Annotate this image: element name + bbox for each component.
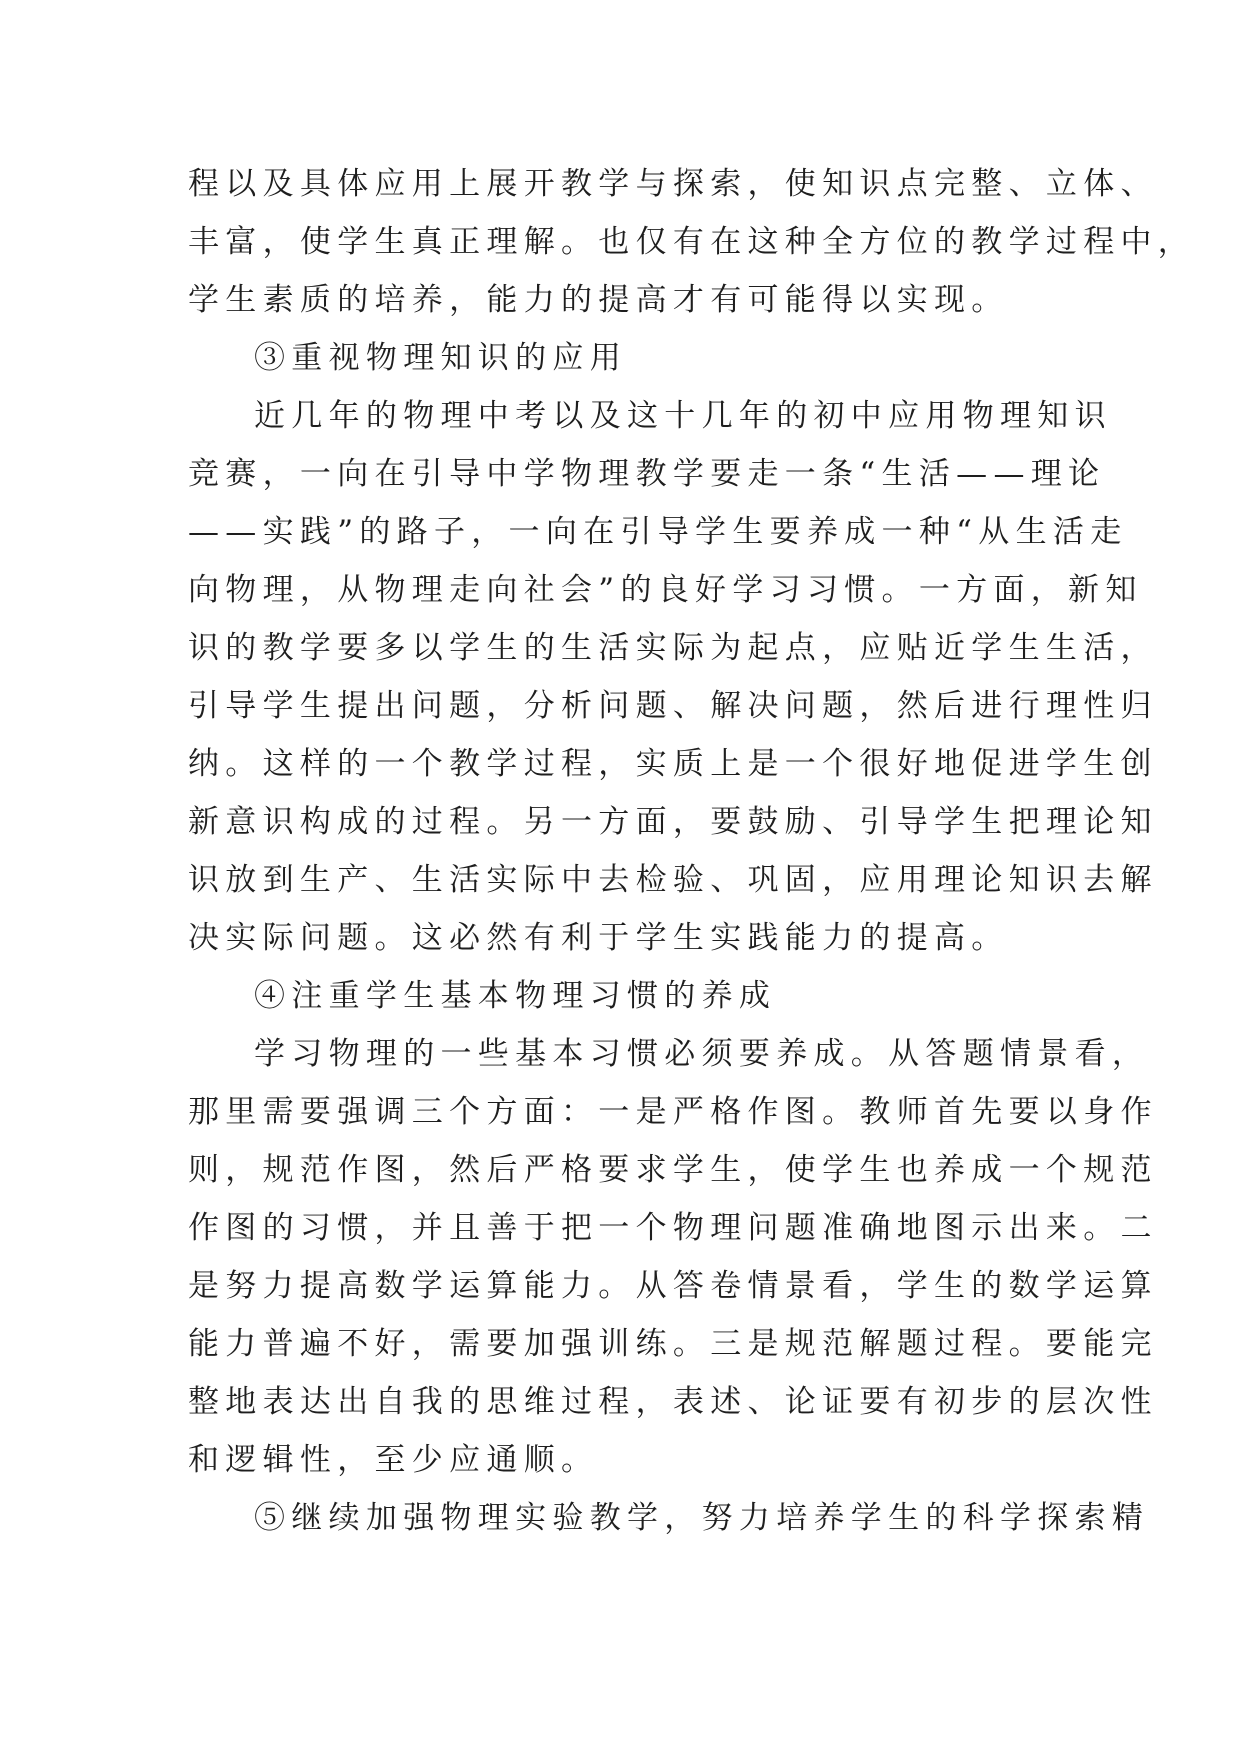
body-text-line: ——实践”的路子，一向在引导学生要养成一种“从生活走 bbox=[188, 514, 1128, 550]
body-text-line: 是努力提高数学运算能力。从答卷情景看，学生的数学运算 bbox=[188, 1268, 1158, 1304]
body-text-line: 决实际问题。这必然有利于学生实践能力的提高。 bbox=[188, 920, 1009, 956]
body-text-line: 程以及具体应用上展开教学与探索，使知识点完整、立体、 bbox=[188, 166, 1158, 202]
body-text-line: 作图的习惯，并且善于把一个物理问题准确地图示出来。二 bbox=[188, 1210, 1158, 1246]
body-text-line: 纳。这样的一个教学过程，实质上是一个很好地促进学生创 bbox=[188, 746, 1158, 782]
body-text-line: 和逻辑性，至少应通顺。 bbox=[188, 1442, 599, 1478]
section-heading: ⑤继续加强物理实验教学，努力培养学生的科学探索精 bbox=[254, 1500, 1150, 1536]
body-text-line: 丰富，使学生真正理解。也仅有在这种全方位的教学过程中， bbox=[188, 224, 1196, 260]
section-heading: ④注重学生基本物理习惯的养成 bbox=[254, 978, 777, 1014]
body-text-line: 识的教学要多以学生的生活实际为起点，应贴近学生生活， bbox=[188, 630, 1158, 666]
body-text-line: 能力普遍不好，需要加强训练。三是规范解题过程。要能完 bbox=[188, 1326, 1158, 1362]
body-text-line: 学习物理的一些基本习惯必须要养成。从答题情景看， bbox=[254, 1036, 1150, 1072]
body-text-line: 整地表达出自我的思维过程，表述、论证要有初步的层次性 bbox=[188, 1384, 1158, 1420]
body-text-line: 近几年的物理中考以及这十几年的初中应用物理知识 bbox=[254, 398, 1112, 434]
body-text-line: 向物理，从物理走向社会”的良好学习习惯。一方面，新知 bbox=[188, 572, 1143, 608]
body-text-line: 学生素质的培养，能力的提高才有可能得以实现。 bbox=[188, 282, 1009, 318]
body-text-line: 则，规范作图，然后严格要求学生，使学生也养成一个规范 bbox=[188, 1152, 1158, 1188]
body-text-line: 那里需要强调三个方面：一是严格作图。教师首先要以身作 bbox=[188, 1094, 1158, 1130]
body-text-line: 竞赛，一向在引导中学物理教学要走一条“生活——理论 bbox=[188, 456, 1106, 492]
body-text-line: 新意识构成的过程。另一方面，要鼓励、引导学生把理论知 bbox=[188, 804, 1158, 840]
body-text-line: 引导学生提出问题，分析问题、解决问题，然后进行理性归 bbox=[188, 688, 1158, 724]
body-text-line: 识放到生产、生活实际中去检验、巩固，应用理论知识去解 bbox=[188, 862, 1158, 898]
section-heading: ③重视物理知识的应用 bbox=[254, 340, 627, 376]
